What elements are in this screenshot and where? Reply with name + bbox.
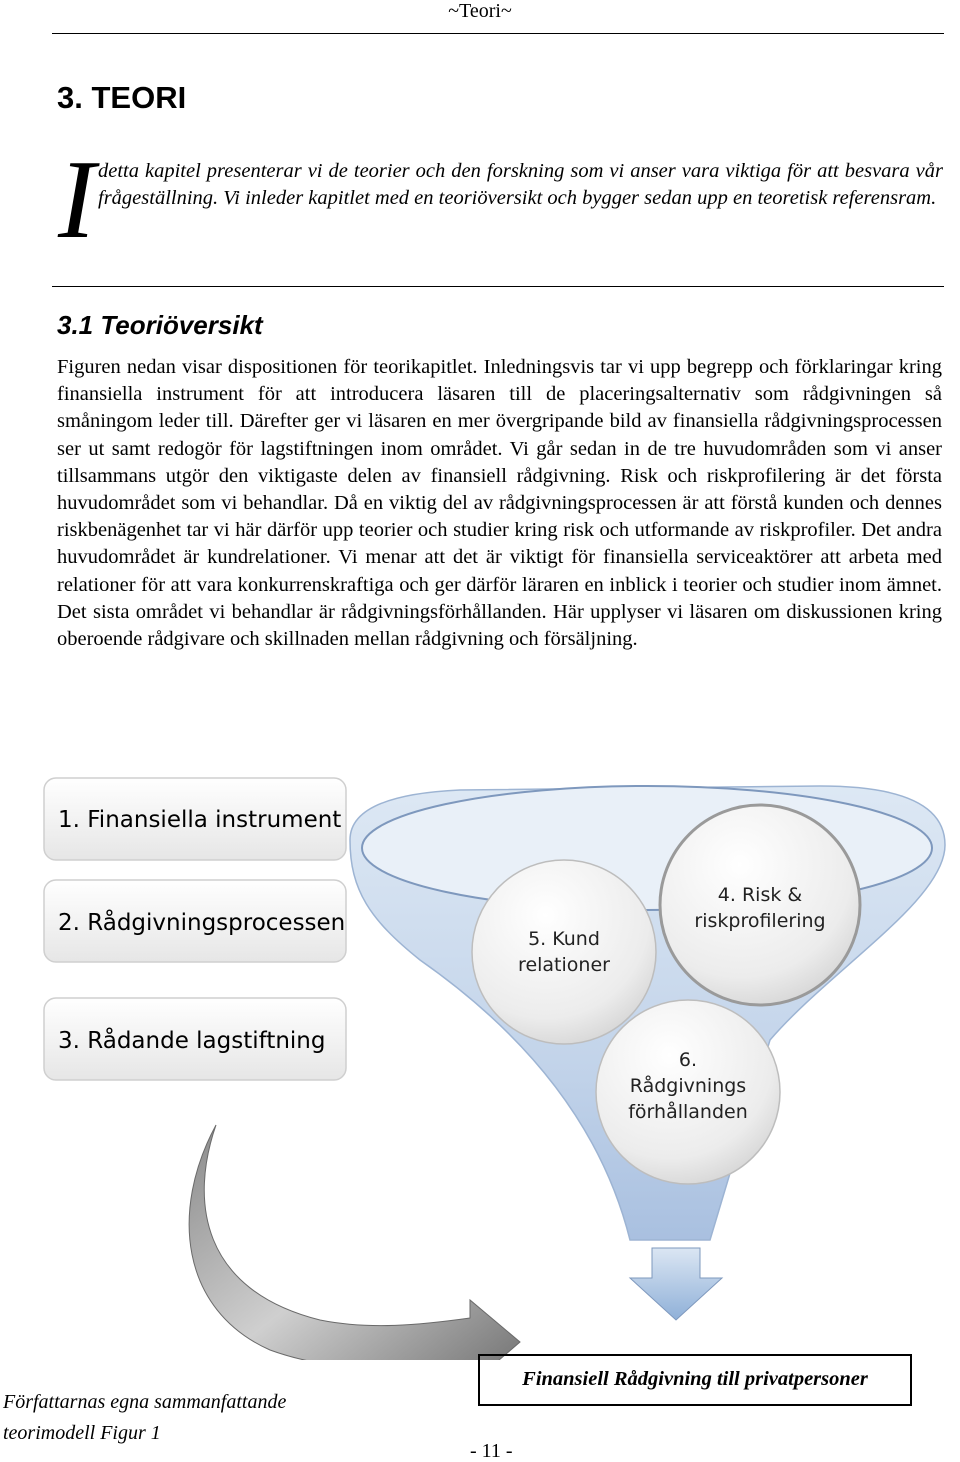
curved-arrow xyxy=(189,1125,520,1360)
topic-box-2-label: 2. Rådgivningsprocessen xyxy=(58,910,346,936)
circle-kundrelationer xyxy=(472,860,656,1044)
circle-radgivningsforhallanden xyxy=(596,1000,780,1184)
topic-box-1 xyxy=(44,778,346,860)
running-header: ~Teori~ xyxy=(448,0,512,22)
topic-box-1-label: 1. Finansiella instrument xyxy=(58,807,342,833)
body-paragraph: Figuren nedan visar dispositionen för teorikapitlet. Inledningsvis tar vi upp begrepp och förklaringar kring finansiella instrument för att introducera läsaren till de placeringsalternativ som rådgivningen så småningom leder till. Därefter ger vi läsaren en mer övergripande bild av finansiella rådgivningsprocessen ser ut samt redogör för lagstiftningen inom området. Vi går sedan in de tre huvudområden som vi anser tillsammans utgör den viktigaste delen av finansiell rådgivning. Risk och riskprofilering är det första huvudområdet som vi behandlar. Då en viktig del av rådgivningsprocessen är att förstå kunden och dennes riskbenägenhet tar vi här därför upp teorier och studier kring risk och utformande av riskprofiler. Det andra huvudområdet är kundrelationer. Vi menar att det är viktigt för finansiella serviceaktörer att arbeta med relationer för att vara konkurrenskraftiga och ger därför läraren en inblick i teorier och studier inom ämnet. Det sista området vi behandlar är rådgivningsförhållanden. Här upplyser vi läsaren om diskussionen kring oberoende rådgivare och skillnaden mellan rådgivning och försäljning. xyxy=(57,356,942,651)
topic-box-3-label: 3. Rådande lagstiftning xyxy=(58,1028,326,1054)
figure-caption-line2: teorimodell Figur 1 xyxy=(3,1422,161,1444)
theory-model-figure xyxy=(0,760,960,1360)
page-number: - 11 - xyxy=(470,1440,513,1462)
circle-risk xyxy=(660,805,860,1005)
circle-kundrelationer-line2: relationer xyxy=(518,954,610,976)
circle-radgivning-line3: förhållanden xyxy=(628,1101,748,1123)
section-rule xyxy=(52,286,944,287)
header-rule xyxy=(52,33,944,34)
intro-paragraph: detta kapitel presenterar vi de teorier och den forskning som vi anser vara viktiga för att besvara vår frågeställning. Vi inleder kapitlet med en teoriöversikt och bygger sedan upp en teoretisk referensram. xyxy=(98,160,943,209)
section-title: 3.1 Teoriöversikt xyxy=(57,310,263,340)
topic-box-3 xyxy=(44,998,346,1080)
circle-radgivning-line2: Rådgivnings xyxy=(629,1075,747,1097)
circle-risk-line1: 4. Risk & xyxy=(717,884,803,906)
drop-cap: I xyxy=(58,138,96,262)
circle-radgivning-line1: 6. xyxy=(678,1049,698,1071)
topic-box-2 xyxy=(44,880,346,962)
figure-caption xyxy=(3,1387,363,1449)
down-arrow xyxy=(630,1248,722,1320)
circle-risk-line2: riskprofilering xyxy=(694,910,826,932)
figure-caption-line1: Författarnas egna sammanfattande xyxy=(3,1391,287,1413)
circle-kundrelationer-line1: 5. Kund xyxy=(528,928,600,950)
chapter-title: 3. TEORI xyxy=(57,80,187,115)
result-box: Finansiell Rådgivning till privatpersoner xyxy=(478,1354,912,1406)
